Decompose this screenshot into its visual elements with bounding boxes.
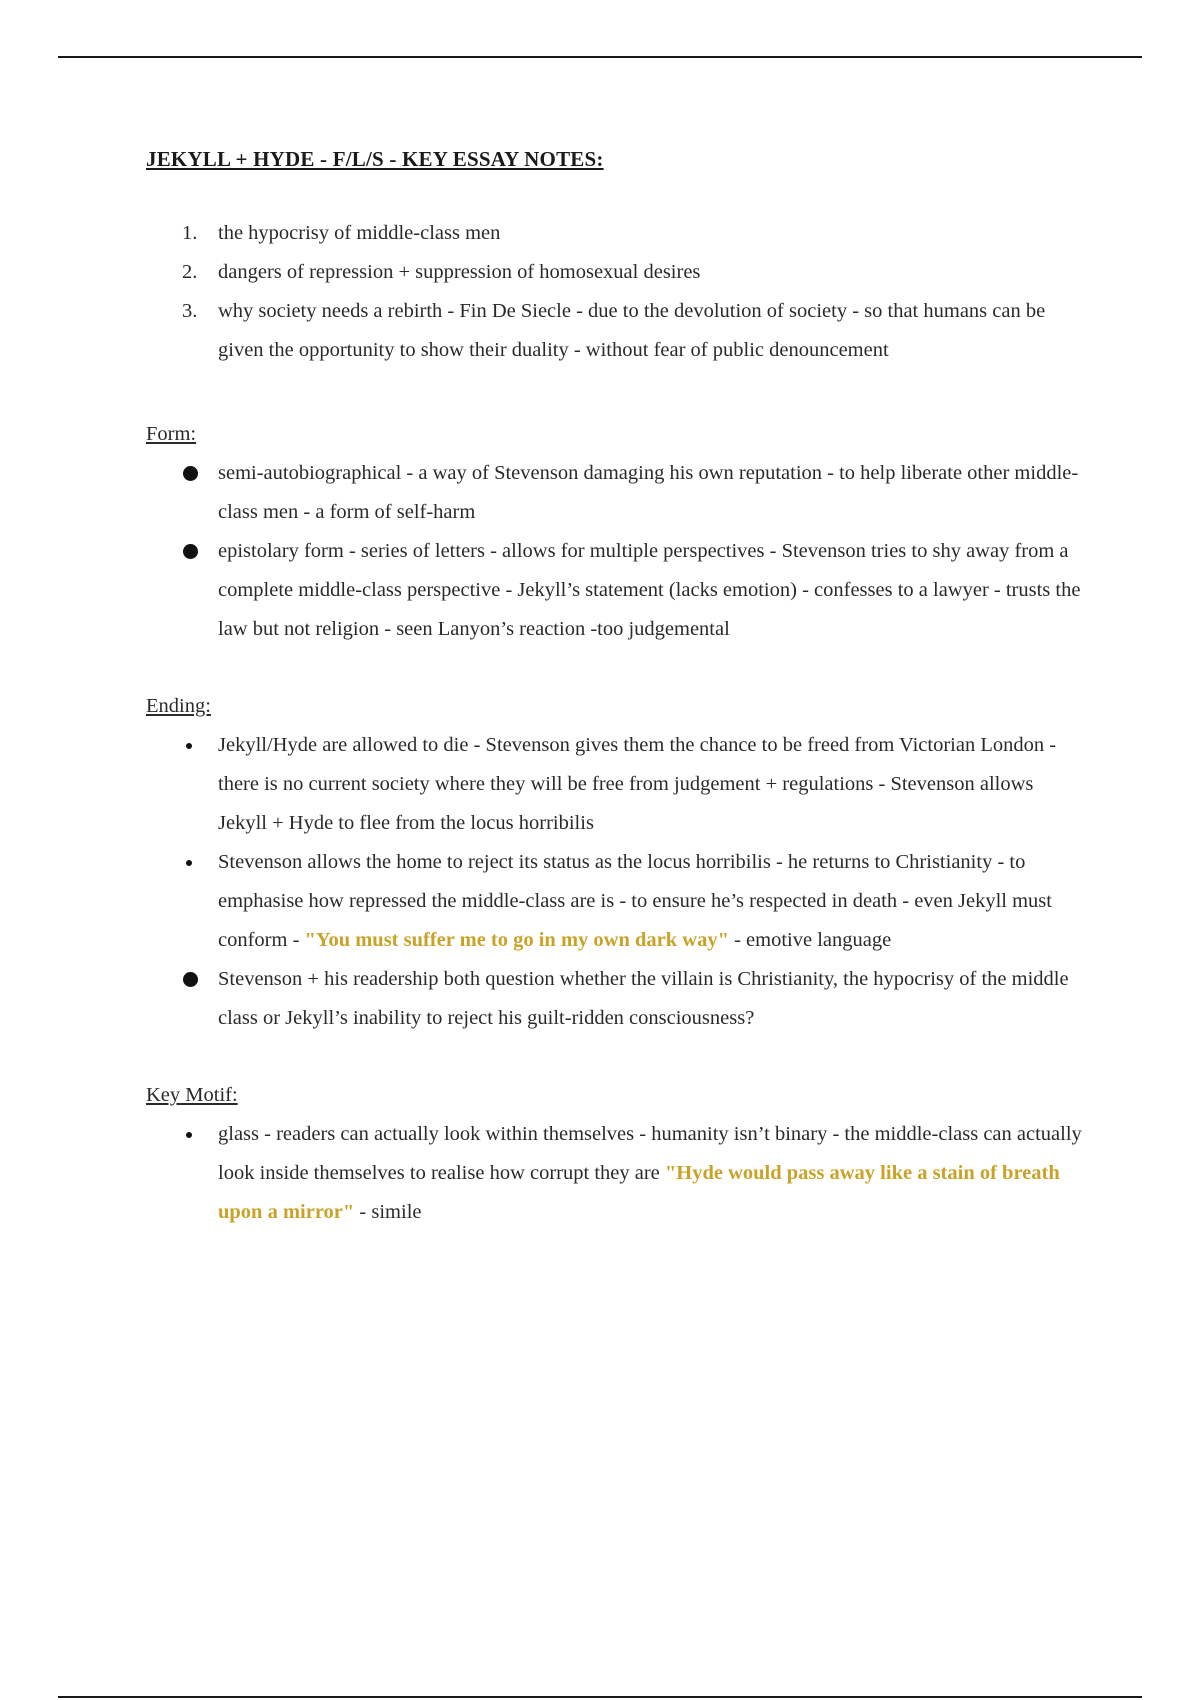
list-item (146, 960, 1086, 1038)
bullet-icon (183, 466, 198, 481)
list-item (146, 454, 1086, 532)
list-number: 2. (182, 261, 198, 283)
quotation: "Hyde would pass away like a stain of breath upon a mirror" (218, 1162, 1060, 1223)
list-item (146, 253, 1086, 292)
list-item-text: Jekyll/Hyde are allowed to die - Stevenson gives them the chance to be freed from Victorian London - there is no current society where they will be free from judgement + regulations - Stevenson allows Jekyll + Hyde to flee from the locus horribilis (218, 734, 1057, 834)
list-item (146, 532, 1086, 649)
list-item-text: - simile (354, 1201, 422, 1223)
bullet-icon (186, 743, 192, 749)
bottom-rule (58, 1696, 1142, 1698)
list-item-text: why society needs a rebirth - Fin De Siecle - due to the devolution of society - so that humans can be given the opportunity to show their duality - without fear of public denouncement (218, 300, 1046, 361)
list-item-text: - emotive language (728, 929, 892, 951)
document-title: JEKYLL + HYDE - F/L/S - KEY ESSAY NOTES: (146, 147, 604, 171)
list-item (146, 1115, 1086, 1232)
list-item-text: epistolary form - series of letters - allows for multiple perspectives - Stevenson tries to shy away from a complete middle-class perspective - Jekyll’s statement (lacks emotion) - confesses to a lawyer - trusts the law but not religion - seen Lanyon’s reaction -too judgemental (218, 540, 1081, 640)
list-item-text: Stevenson allows the home to reject its status as the locus horribilis - he returns to Christianity - to emphasise how repressed the middle-class are is - to ensure he’s respected in death - even Jekyll must conform - (218, 851, 1052, 951)
list-item-text: glass - readers can actually look within themselves - humanity isn’t binary - the middle-class can actually look inside themselves to realise how corrupt they are (218, 1123, 1082, 1184)
ending-list (146, 726, 1086, 1038)
bullet-icon (183, 544, 198, 559)
list-item-text: Stevenson + his readership both question whether the villain is Christianity, the hypocrisy of the middle class or Jekyll’s inability to reject his guilt-ridden consciousness? (218, 968, 1069, 1029)
form-list (146, 454, 1086, 649)
list-number: 3. (182, 300, 198, 322)
ending-heading: Ending: (146, 695, 211, 717)
list-item-text: the hypocrisy of middle-class men (218, 222, 501, 244)
top-rule (58, 56, 1142, 58)
quotation: "You must suffer me to go in my own dark way" (304, 929, 729, 951)
bullet-icon (186, 860, 192, 866)
list-item (146, 726, 1086, 843)
list-item-text: semi-autobiographical - a way of Stevenson damaging his own reputation - to help liberate other middle-class men - a form of self-harm (218, 462, 1079, 523)
bullet-icon (186, 1132, 192, 1138)
list-number: 1. (182, 222, 198, 244)
list-item-text: dangers of repression + suppression of homosexual desires (218, 261, 701, 283)
document-body (146, 140, 1086, 1232)
intro-list (146, 214, 1086, 370)
list-item (146, 214, 1086, 253)
key-motif-heading: Key Motif: (146, 1084, 238, 1106)
list-item (146, 292, 1086, 370)
bullet-icon (183, 972, 198, 987)
list-item (146, 843, 1086, 960)
form-heading: Form: (146, 423, 197, 445)
key-motif-list (146, 1115, 1086, 1232)
